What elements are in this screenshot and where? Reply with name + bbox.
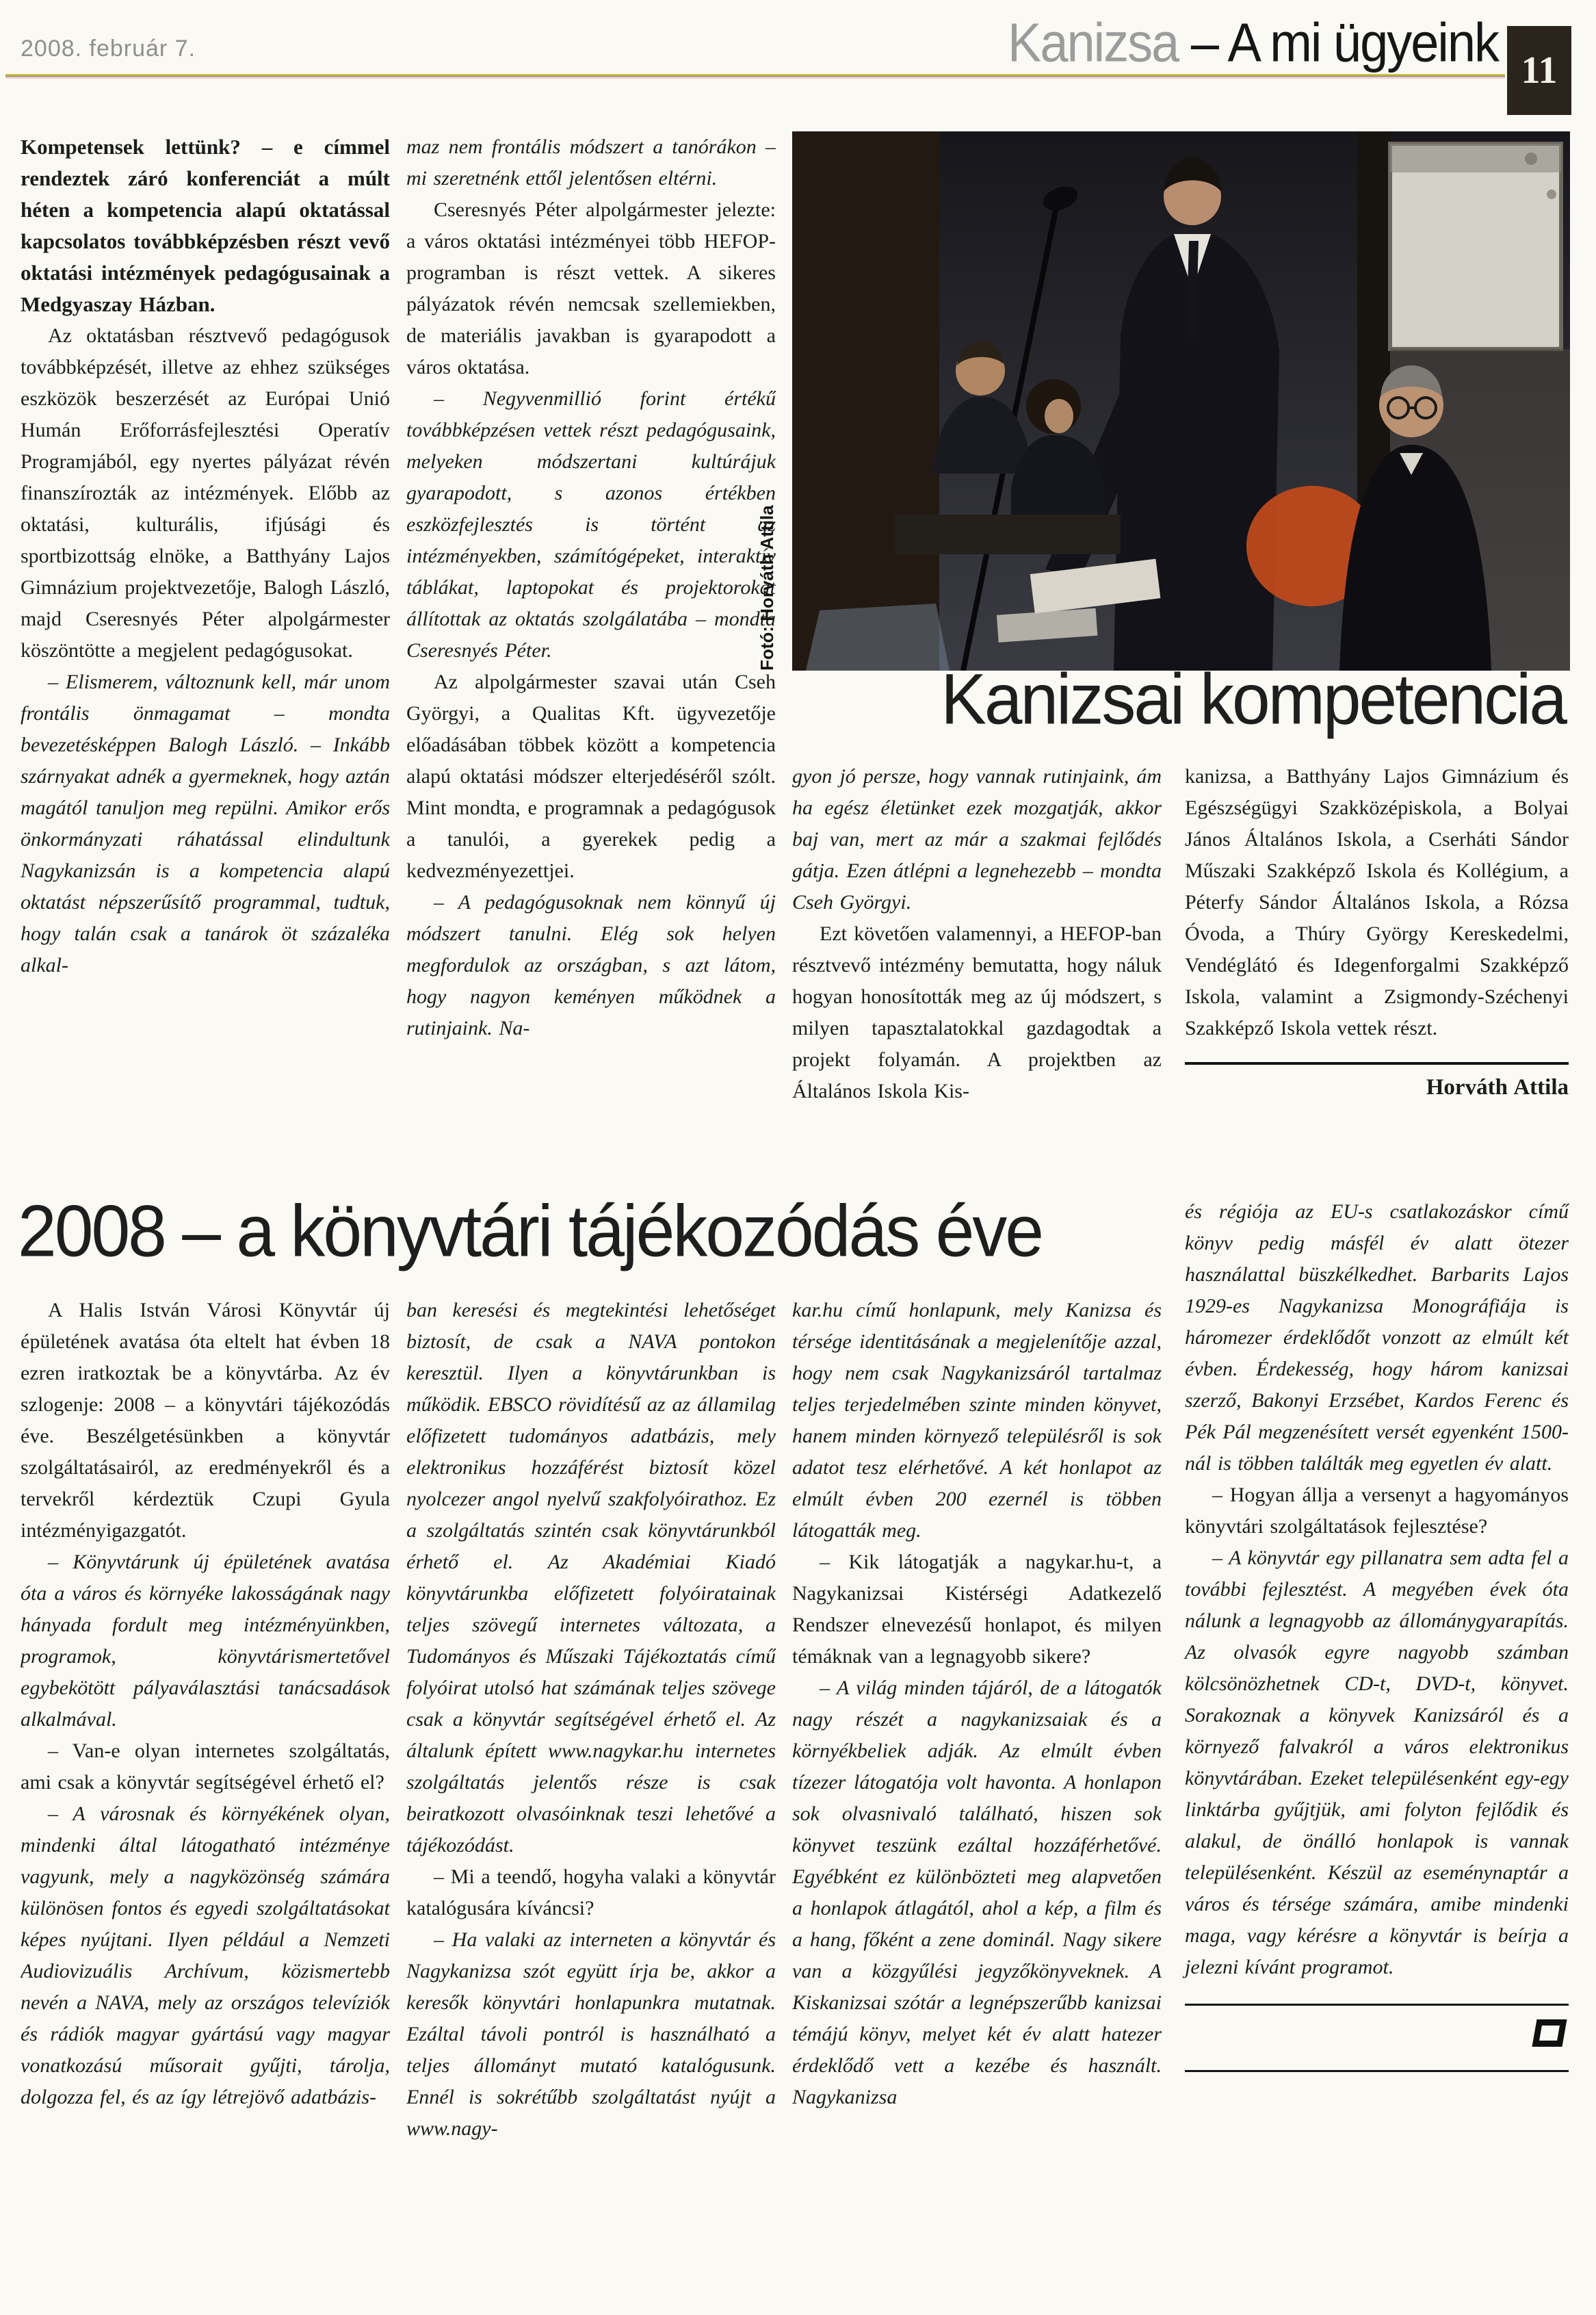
paragraph: – A könyvtár egy pillanatra sem adta fel a további fejlesztést. A megyében évek óta nálunk a legnagyobb az állománygyarapítás. Az olvasók egyre nagyobb számban kölcsönözhetnek CD-t, DVD-t, könyvet. Sorakoznak a könyvek Kanizsáról és a környező falvakról a város elektronikus könyvtárában. Ezeket településenként egy-egy linktárba gyűjtjük, ami folyton fejlődik és alakul, de önálló honlapok is vannak településenként. Készül az eseménynaptár a város és térsége számára, amibe mindenki maga, vagy kérésre a könyvtár is beírja a jelezni kívánt programot. (1185, 1547, 1569, 1978)
byline: Horváth Attila (1426, 1075, 1569, 1100)
projection-screen (1390, 144, 1561, 349)
article2-column-4-text (1185, 1196, 1569, 1983)
paragraph: ban keresési és megtekintési lehetőséget biztosít, de csak a NAVA pontokon keresztül. Ilyen a könyvtárunkban is működik. EBSCO rövidítésű az az államilag előfizetett tudományos adatbázis, mely elektronikus hozzáférést biztosít közel nyolcezer angol nyelvű szakfolyóirathoz. Ez a szolgáltatás szintén csak könyvtárunkból érhető el. Az Akadémiai Kiadó könyvtárunkba előfizetett folyóiratainak teljes szövegű internetes változata, a Tudományos és Műszaki Tájékoztatás című folyóirat utolsó hat számának teljes szövege csak a könyvtár segítségével érhető el. Az általunk épített www.nagykar.hu internetes szolgáltatás jelentős része is csak beiratkozott olvasóinknak teszi lehetővé a tájékozódást. (406, 1299, 776, 1857)
article2-headline: 2008 – a könyvtári tájékozódás éve (18, 1190, 1043, 1272)
conference-photo (792, 131, 1570, 671)
page-number-box (1507, 26, 1571, 115)
wall-ornament (1547, 190, 1556, 199)
paragraph: Az alpolgármester szavai után Cseh Györgyi, a Qualitas Kft. ügyvezetője előadásában többek között a kompetencia alapú oktatási módszer elterjedéséről szólt. Mint mondta, e programnak a pedagógusok a tanulói, a gyerekek pedig a kedvezményezettjei. (406, 671, 776, 882)
photo-credit: Fotó: Horváth Attila (757, 505, 777, 671)
article2-column-4 (1185, 1196, 1569, 2072)
paragraph: – A világ minden tájáról, de a látogatók nagy részét a nagykanizsaiak és a környékbeliek adják. Az elmúlt évben tízezer látogatója volt havonta. A honlapon sok olvasnivaló található, hiszen sok könyvet teszünk ezáltal hozzáférhetővé. Egyébként ez különbözteti meg alapvetően a honlapok átlagától, ahol a kép, a film és a hang, főként a zene dominál. Nagy sikere van a közgyűlési jegyzőkönyveknek. A Kiskanizsai szótár a legnépszerűbb kanizsai témájú könyv, melyet két év alatt hatezer érdeklődő vett a kezébe és használt. Nagykanizsa (792, 1677, 1162, 2108)
paragraph: – Kik látogatják a nagykar.hu-t, a Nagykanizsai Kistérségi Adatkezelő Rendszer elnevezésű honlapot, és milyen témáknak van a legnagyobb sikere? (792, 1551, 1162, 1668)
article1-column-4 (1185, 761, 1569, 1103)
article1-column-4-text (1185, 761, 1569, 1044)
paragraph: Cseresnyés Péter alpolgármester jelezte: a város oktatási intézményei több HEFOP-programban is részt vettek. A sikeres pályázatok révén nemcsak szellemiekben, de materiális javakban is gyarapodott a város oktatása. (406, 198, 776, 378)
article-end-block (1185, 2004, 1569, 2058)
article1-headline: Kanizsai kompetencia (941, 659, 1565, 740)
paragraph: – Van-e olyan internetes szolgáltatás, ami csak a könyvtár segítségével érhető el? (21, 1740, 390, 1794)
issue-date: 2008. február 7. (21, 36, 196, 62)
article1-column-1 (21, 131, 390, 1193)
paragraph: Ezt követően valamennyi, a HEFOP-ban résztvevő intézmény bemutatta, hogy náluk hogyan honosították meg az új módszert, s milyen tapasztalatokkal gazdagodtak a projekt folyamán. A projektben az Általános Iskola Kis- (792, 922, 1162, 1102)
article1-column-2 (406, 131, 776, 1193)
byline-block (1185, 1062, 1569, 1103)
paragraph: – Mi a teendő, hogyha valaki a könyvtár katalógusára kíváncsi? (406, 1865, 776, 1919)
paragraph: Kompetensek lettünk? – e címmel rendeztek záró konferenciát a múlt héten a kompetencia alapú oktatással kapcsolatos továbbképzésben részt vevő oktatási intézmények pedagógusainak a Medgyaszay Házban. (21, 135, 390, 316)
paragraph: maz nem frontális módszert a tanórákon – mi szeretnénk ettől jelentősen eltérni. (406, 135, 776, 190)
article1-column-3 (792, 761, 1162, 1193)
paragraph: – Hogyan állja a versenyt a hagyományos könyvtári szolgáltatások fejlesztése? (1185, 1484, 1569, 1538)
paragraph: – Negyvenmillió forint értékű továbbképzésen vettek részt pedagógusaink, melyeken módszertani kultúrájuk gyarapodott, s azonos értékben eszközfejlesztés is történt az intézményekben, számítógépeket, interaktív táblákat, laptopokat és projektorokat állítottak az oktatás szolgálatába – mondta Cseresnyés Péter. (406, 387, 776, 662)
end-rule (1185, 2058, 1569, 2072)
paragraph: gyon jó persze, hogy vannak rutinjaink, ám ha egész életünket ezek mozgatják, akkor baj van, mert az már a szakmai fejlődés gátja. Ezen átlépni a legnehezebb – mondta Cseh Györgyi. (792, 765, 1162, 914)
paragraph: kanizsa, a Batthyány Lajos Gimnázium és Egészségügyi Szakközépiskola, a Bolyai János Általános Iskola, a Cserháti Sándor Műszaki Szakképző Iskola és Kollégium, a Péterfy Sándor Általános Iskola, a Rózsa Óvoda, a Thúry György Kereskedelmi, Vendéglátó és Idegenforgalmi Szakképző Iskola, valamint a Zsigmondy-Széchenyi Szakképző Iskola vettek részt. (1185, 765, 1569, 1039)
conference-photo-art (792, 131, 1570, 671)
paragraph: – A pedagógusoknak nem könnyű új módszert tanulni. Elég sok helyen megfordulok az országban, s azt látom, hogy nagyon keményen működnek a rutinjaink. Na- (406, 891, 776, 1039)
header-rule (5, 74, 1505, 77)
masthead-kanizsa: Kanizsa (1008, 12, 1179, 73)
paragraph: – A városnak és környékének olyan, mindenki által látogatható intézménye vagyunk, mely a nagyközönség számára különösen fontos és egyedi szolgáltatásokat képes nyújtani. Ilyen például a Nemzeti Audiovizuális Archívum, közismertebb nevén a NAVA, mely az országos televíziók és rádiók magyar gyártású vagy magyar vonatkozású műsorait gyűjti, tárolja, dolgozza fel, és az így létrejövő adatbázis- (21, 1802, 390, 2108)
masthead (787, 11, 1498, 74)
page-number: 11 (1521, 49, 1558, 92)
wood-paneling (792, 131, 939, 671)
masthead-section-title: – A mi ügyeink (1178, 12, 1498, 73)
wall-ornament (1525, 153, 1537, 165)
article2-column-1 (21, 1295, 390, 2307)
paragraph: kar.hu című honlapunk, mely Kanizsa és térsége identitásának a megjelenítője azzal, hogy nem csak Nagykanizsáról tartalmaz teljes terjedelmében szinte minden könyvet, hanem minden környező településről is sok adatot tesz elérhetővé. A két honlapot az elmúlt évben 200 ezernél is többen látogatták meg. (792, 1299, 1162, 1542)
article2-column-2 (406, 1295, 776, 2307)
paragraph: és régiója az EU-s csatlakozáskor című könyv pedig másfél év alatt ötezer használattal büszkélkedhet. Barbarits Lajos 1929-es Nagykanizsa Monográfiája is háromezer érdeklődőt vonzott az elmúlt két évben. Érdekesség, hogy három kanizsai szerző, Bakonyi Erzsébet, Kardos Ferenc és Pék Pál megzenésített versét egyenként 1500-nál is többen találták meg egyetlen év alatt. (1185, 1200, 1569, 1475)
paragraph: – Elismerem, változnunk kell, már unom frontális önmagamat – mondta bevezetésképpen Balogh László. – Inkább szárnyakat adnék a gyermeknek, hogy aztán magától tanuljon meg repülni. Amikor erős önkormányzati ráhatással elindultunk Nagykanizsán is a kompetencia alapú oktatást népszerűsítő programmal, tudtuk, hogy talán csak a tanárok öt százaléka alkal- (21, 671, 390, 977)
end-of-article-icon (1532, 2019, 1567, 2047)
paragraph: – Ha valaki az interneten a könyvtár és Nagykanizsa szót együtt írja be, akkor a keresők könyvtári honlapunkra mutatnak. Ezáltal távoli pontról is használható a teljes állományt mutató katalógusunk. Ennél is sokrétűbb szolgáltatást nyújt a www.nagy- (406, 1928, 776, 2140)
paragraph: – Könyvtárunk új épületének avatása óta a város és környéke lakosságának nagy hányada fordult meg intézményünkben, programok, könyvtárismertetővel egybekötött pályaválasztási tanácsadások alkalmával. (21, 1551, 390, 1731)
paragraph: Az oktatásban résztvevő pedagógusok továbbképzését, illetve az ehhez szükséges eszközök beszerzését az Európai Unió Humán Erőforrásfejlesztési Operatív Programjából, egy nyertes pályázat révén finanszírozták az intézmények. Előbb az oktatási, kulturális, ifjúsági és sportbizottság elnöke, a Batthyány Lajos Gimnázium projektvezetője, Balogh László, majd Cseresnyés Péter alpolgármester köszöntötte a megjelent pedagógusokat. (21, 324, 390, 662)
paragraph: A Halis István Városi Könyvtár új épületének avatása óta eltelt hat évben 18 ezren iratkoztak be a könyvtárba. Az év szlogenje: 2008 – a könyvtári tájékozódás éve. Beszélgetésünkben a könyvtár szolgáltatásairól, az eredményekről és a tervekről kérdeztük Czupi Gyula intézményigazgatót. (21, 1299, 390, 1542)
article2-column-3 (792, 1295, 1162, 2307)
